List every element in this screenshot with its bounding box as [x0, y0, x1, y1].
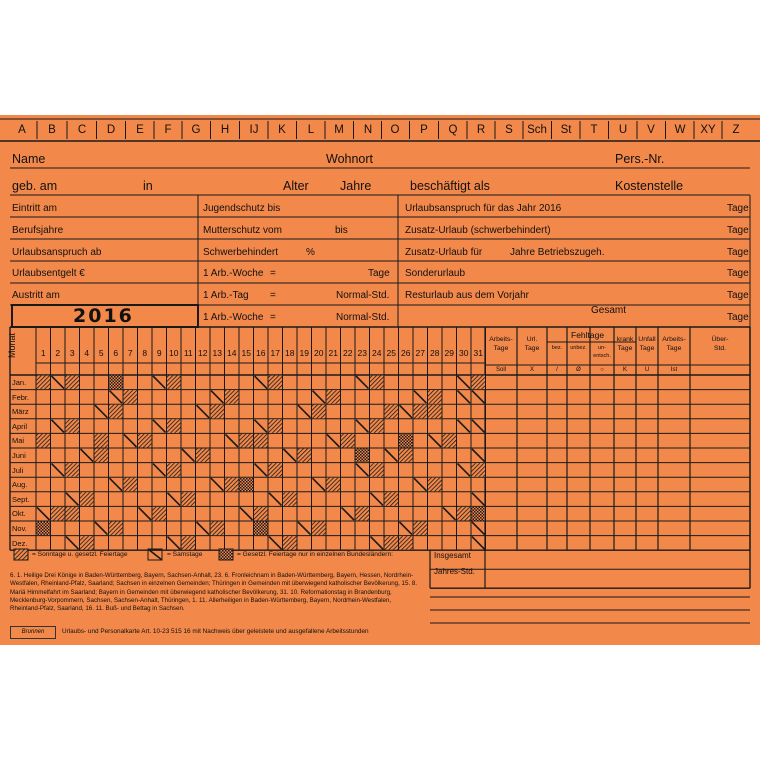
saturday-mark	[400, 522, 413, 535]
alphabet-tab-g: G	[191, 124, 201, 136]
invalid-day-mark	[472, 522, 485, 535]
alphabet-tab-h: H	[220, 124, 230, 136]
alphabet-tab-s: S	[505, 124, 513, 136]
invalid-day-mark	[472, 449, 485, 462]
saturday-mark	[371, 493, 384, 506]
alphabet-tab-z: Z	[732, 124, 740, 136]
saturday-mark	[110, 478, 123, 491]
alphabet-tab-xy: XY	[700, 124, 716, 136]
summary-header-label: Unfall	[638, 336, 656, 343]
summary-code: Ø	[576, 366, 581, 373]
summary-code: U	[644, 366, 650, 373]
regional-holiday-mark	[472, 507, 486, 521]
sunday-holiday-mark	[66, 419, 80, 433]
sunday-holiday-mark	[356, 507, 370, 521]
summary-header-label: Tage	[639, 344, 655, 352]
saturday-mark	[385, 449, 398, 462]
day-number: 26	[401, 348, 411, 358]
alphabet-tab-ij: IJ	[249, 124, 259, 136]
summary-header-label: Tage	[617, 344, 633, 352]
alphabet-tab-st: St	[560, 124, 572, 136]
sunday-holiday-mark	[414, 522, 428, 536]
month-label: Okt.	[12, 509, 26, 519]
alphabet-tab-sch: Sch	[527, 124, 547, 136]
month-label: Nov.	[12, 524, 27, 533]
wohnort-label: Wohnort	[326, 152, 374, 166]
alphabet-tab-t: T	[590, 124, 598, 136]
arb-woche-tage-label: 1 Arb.-Woche	[203, 268, 264, 279]
sunday-holiday-mark	[370, 419, 384, 433]
sunday-holiday-mark	[66, 376, 80, 390]
saturday-mark	[168, 537, 181, 550]
resturlaub-label: Resturlaub aus dem Vorjahr	[405, 290, 529, 301]
day-number: 18	[285, 348, 295, 358]
sunday-holiday-mark	[472, 463, 486, 477]
saturday-mark	[327, 434, 340, 447]
schwerbehindert-label: Schwerbehindert	[203, 247, 279, 258]
sunday-holiday-mark	[37, 376, 51, 390]
day-number: 17	[270, 348, 280, 358]
saturday-mark	[255, 464, 268, 477]
sunday-holiday-mark	[283, 492, 297, 506]
fehltage-label: Fehltage	[571, 330, 605, 340]
day-number: 15	[241, 348, 251, 358]
saturday-mark	[255, 420, 268, 433]
legend-regional: = Gesetzl. Feiertage nur in einzelnen Bundesländern:	[237, 551, 393, 558]
day-number: 19	[299, 348, 309, 358]
geb-label: geb. am	[12, 179, 58, 193]
legend-notes: 6. 1. Heilige Drei Könige in Baden-Württemberg, Bayern, Sachsen-Anhalt, 23. 6. Fronleichnam in Baden-Württemberg, Bayern, Hessen, Nordrhein-Westfalen, Rheinland-Pfalz, Saarland; Sachsen in einzelnen Gemeinden; Thüringen in Gemeinden mit überwiegend katholischer Bevölkerung, 15. 8. Mariä Himmelfahrt im Saarland; Bayern in Gemeinden mit überwiegend katholischer Bevölkerung, 31. 10. Reformationstag in Brandenburg, Mecklenburg-Vorpommern, Sachsen, Sachsen-Anhalt, Thüringen, 1. 11. Allerheiligen in Baden-Württemberg, Bayern, Nordrhein-Westfalen, Rheinland-Pfalz, Saarland, 16. 11. Buß- und Bettag in Sachsen.	[10, 572, 418, 613]
sunday-holiday-mark	[196, 449, 210, 463]
eintritt-label: Eintritt am	[12, 203, 58, 214]
summary-header-label: unbez.	[570, 345, 587, 351]
month-label: April	[12, 421, 28, 431]
saturday-mark	[269, 537, 282, 550]
day-number: 10	[169, 348, 179, 358]
legend-samstage: = Samstage	[167, 551, 203, 558]
brand-logo: Brunnen	[10, 626, 56, 639]
sunday-holiday-mark	[298, 449, 312, 463]
saturday-mark	[66, 537, 79, 550]
beschaeftigt-label: beschäftigt als	[410, 179, 490, 193]
sunday-holiday-mark	[254, 434, 268, 448]
day-number: 16	[256, 348, 266, 358]
alphabet-tab-d: D	[106, 124, 116, 136]
saturday-mark	[110, 391, 123, 404]
sunday-holiday-mark	[341, 434, 355, 448]
legend-sonntage: = Sonntage u. gesetzl. Feiertage	[32, 551, 128, 558]
sonderurlaub-unit: Tage	[727, 268, 749, 279]
saturday-mark	[168, 493, 181, 506]
berufsjahre-label: Berufsjahre	[12, 225, 64, 236]
sunday-holiday-mark	[428, 478, 442, 492]
day-number: 27	[415, 348, 425, 358]
summary-header-label: Über-	[711, 336, 729, 343]
alphabet-tab-e: E	[136, 124, 144, 136]
saturday-mark	[52, 420, 65, 433]
saturday-mark	[66, 493, 79, 506]
summary-code: ○	[600, 366, 604, 373]
summary-header-label: krank	[616, 336, 634, 343]
saturday-mark	[153, 420, 166, 433]
zusatz-schwerbehindert-unit: Tage	[727, 225, 749, 236]
alphabet-tab-m: M	[334, 124, 344, 136]
sunday-holiday-mark	[327, 478, 341, 492]
jahres-std-label: Jahres-Std.	[434, 567, 475, 576]
sunday-holiday-mark	[66, 507, 80, 521]
summary-code: K	[622, 366, 628, 373]
saturday-mark	[226, 434, 239, 447]
day-number: 30	[459, 348, 469, 358]
saturday-mark	[81, 449, 94, 462]
sunday-holiday-mark	[269, 463, 283, 477]
saturday-mark	[284, 449, 297, 462]
sunday-holiday-mark	[327, 390, 341, 404]
sunday-holiday-mark	[472, 376, 486, 390]
sunday-holiday-mark	[370, 376, 384, 390]
saturday-mark	[414, 478, 427, 491]
legend-regional-swatch	[219, 549, 233, 560]
alter-label: Alter	[283, 179, 309, 193]
regional-holiday-mark	[37, 522, 51, 536]
saturday-mark	[52, 376, 65, 389]
alphabet-tab-f: F	[164, 124, 172, 136]
summary-code: X	[529, 366, 535, 373]
sunday-holiday-mark	[211, 405, 225, 419]
arb-woche-tage-unit: Tage	[368, 268, 390, 279]
zusatz-fuer-extra: Jahre Betriebszugeh.	[510, 247, 605, 258]
resturlaub-unit: Tage	[727, 290, 749, 301]
month-label: Mai	[12, 436, 25, 446]
sunday-holiday-mark	[312, 522, 326, 536]
day-number: 9	[156, 348, 162, 358]
saturday-mark	[356, 420, 369, 433]
invalid-day-mark	[472, 391, 485, 404]
alphabet-tab-k: K	[278, 124, 286, 136]
day-number: 2	[55, 348, 61, 358]
saturday-mark	[458, 376, 471, 389]
invalid-day-mark	[458, 391, 471, 404]
sunday-holiday-mark	[312, 405, 326, 419]
arb-tag-eq: =	[270, 290, 276, 301]
day-number: 4	[84, 348, 90, 358]
alphabet-tab-u: U	[618, 124, 628, 136]
footer-text: Urlaubs- und Personalkarte Art. 10-23 515 16 mit Nachweis über geleistete und ausgefallene Arbeitsstunden	[62, 628, 369, 635]
zusatz-fuer-unit: Tage	[727, 247, 749, 258]
austritt-label: Austritt am	[12, 290, 60, 301]
mutterschutz-label: Mutterschutz vom	[203, 225, 282, 236]
saturday-mark	[197, 405, 210, 418]
saturday-mark	[197, 522, 210, 535]
saturday-mark	[356, 464, 369, 477]
regional-holiday-mark	[356, 449, 370, 463]
day-number: 24	[372, 348, 382, 358]
sunday-holiday-mark	[66, 463, 80, 477]
alphabet-tab-a: A	[18, 124, 26, 136]
day-number: 21	[328, 348, 338, 358]
day-number: 23	[357, 348, 367, 358]
sunday-holiday-mark	[385, 492, 399, 506]
urlaubsanspruch-jahr-label: Urlaubsanspruch für das Jahr 2016	[405, 203, 562, 214]
sunday-holiday-mark	[211, 522, 225, 536]
saturday-mark	[400, 405, 413, 418]
summary-header-label: Arbeits-	[662, 336, 686, 343]
saturday-mark	[458, 420, 471, 433]
schwerbehindert-percent: %	[306, 247, 315, 258]
saturday-mark	[356, 376, 369, 389]
sunday-holiday-mark	[428, 390, 442, 404]
alphabet-tab-c: C	[77, 124, 87, 136]
sunday-holiday-mark	[414, 405, 428, 419]
jugendschutz-label: Jugendschutz bis	[203, 203, 281, 214]
sunday-holiday-mark	[95, 449, 109, 463]
sunday-holiday-mark	[124, 390, 138, 404]
saturday-mark	[182, 449, 195, 462]
arb-woche-tage-eq: =	[270, 268, 276, 279]
saturday-mark	[429, 434, 442, 447]
persnr-label: Pers.-Nr.	[615, 152, 665, 166]
day-number: 1	[40, 348, 46, 358]
sonderurlaub-label: Sonderurlaub	[405, 268, 466, 279]
regional-holiday-mark	[109, 376, 123, 390]
alphabet-tab-r: R	[476, 124, 486, 136]
day-number: 8	[142, 348, 148, 358]
regional-holiday-mark	[240, 478, 254, 492]
sunday-holiday-mark	[167, 419, 181, 433]
alphabet-tab-v: V	[647, 124, 655, 136]
day-number: 22	[343, 348, 353, 358]
year-label: 2016	[73, 305, 134, 327]
summary-header-label: Url.	[526, 336, 538, 343]
alphabet-tab-b: B	[48, 124, 56, 136]
saturday-mark	[153, 464, 166, 477]
saturday-mark	[95, 522, 108, 535]
sunday-holiday-mark	[225, 478, 239, 492]
saturday-mark	[414, 391, 427, 404]
summary-header-label: Tage	[524, 344, 540, 352]
sunday-holiday-mark	[370, 463, 384, 477]
sunday-holiday-mark	[399, 449, 413, 463]
urlaubsanspruch-jahr-unit: Tage	[727, 203, 749, 214]
urlaubsanspruch-ab-label: Urlaubsanspruch ab	[12, 247, 102, 258]
month-label: Juni	[12, 451, 26, 460]
month-label: Aug.	[12, 480, 28, 490]
sunday-holiday-mark	[109, 405, 123, 419]
summary-header-label: un-	[598, 345, 606, 351]
arb-woche-std-unit: Normal-Std.	[336, 312, 390, 323]
saturday-mark	[52, 464, 65, 477]
saturday-mark	[298, 405, 311, 418]
saturday-mark	[37, 507, 50, 520]
day-number: 14	[227, 348, 237, 358]
saturday-mark	[443, 507, 456, 520]
urlaubsentgelt-label: Urlaubsentgelt €	[12, 268, 85, 279]
sunday-holiday-mark	[269, 419, 283, 433]
sunday-holiday-mark	[109, 522, 123, 536]
sunday-holiday-mark	[80, 536, 94, 550]
kostenstelle-label: Kostenstelle	[615, 179, 684, 193]
saturday-mark	[472, 537, 485, 550]
sunday-holiday-mark	[37, 434, 51, 448]
day-number: 13	[212, 348, 222, 358]
card-grid	[0, 115, 760, 645]
sunday-holiday-mark	[167, 376, 181, 390]
day-number: 12	[198, 348, 208, 358]
saturday-mark	[313, 478, 326, 491]
alphabet-tab-l: L	[307, 124, 315, 136]
legend-sunday-swatch	[14, 549, 28, 560]
sunday-holiday-mark	[399, 536, 413, 550]
saturday-mark	[255, 376, 268, 389]
month-label: Juli	[12, 465, 24, 475]
saturday-mark	[298, 522, 311, 535]
month-label: März	[12, 407, 29, 417]
day-number: 3	[69, 348, 75, 358]
saturday-mark	[153, 376, 166, 389]
day-number: 28	[430, 348, 440, 358]
sunday-holiday-mark	[385, 536, 399, 550]
sunday-holiday-mark	[182, 492, 196, 506]
sunday-holiday-mark	[95, 434, 109, 448]
insgesamt-label: Insgesamt	[434, 551, 471, 560]
day-number: 20	[314, 348, 324, 358]
alphabet-tab-w: W	[674, 124, 686, 136]
saturday-mark	[342, 507, 355, 520]
sunday-holiday-mark	[443, 434, 457, 448]
sunday-holiday-mark	[428, 405, 442, 419]
alphabet-tab-q: Q	[448, 124, 458, 136]
sunday-holiday-mark	[269, 376, 283, 390]
saturday-mark	[458, 464, 471, 477]
sunday-holiday-mark	[153, 507, 167, 521]
saturday-mark	[139, 507, 152, 520]
zusatz-schwerbehindert-label: Zusatz-Urlaub (schwerbehindert)	[405, 225, 551, 236]
month-label: Sept.	[12, 494, 30, 504]
sunday-holiday-mark	[124, 478, 138, 492]
summary-header-label: Tage	[666, 344, 682, 352]
month-label: Dez.	[12, 538, 28, 548]
month-label: Jan.	[12, 378, 27, 387]
sunday-holiday-mark	[138, 434, 152, 448]
alphabet-tab-o: O	[390, 124, 400, 136]
saturday-mark	[211, 391, 224, 404]
month-label: Febr.	[12, 392, 30, 402]
invalid-day-mark	[472, 420, 485, 433]
arb-tag-label: 1 Arb.-Tag	[203, 290, 249, 301]
sunday-holiday-mark	[225, 390, 239, 404]
summary-code: Ist	[670, 366, 678, 373]
alphabet-tab-n: N	[363, 124, 373, 136]
saturday-mark	[240, 507, 253, 520]
jahre-label: Jahre	[340, 179, 372, 193]
arb-woche-std-eq: =	[270, 312, 276, 323]
summary-header-label: Tage	[493, 344, 509, 352]
sunday-holiday-mark	[283, 536, 297, 550]
sunday-holiday-mark	[457, 507, 471, 521]
day-number: 29	[444, 348, 454, 358]
regional-holiday-mark	[254, 522, 268, 536]
saturday-mark	[95, 405, 108, 418]
summary-header-label: Std.	[713, 344, 727, 352]
saturday-mark	[124, 434, 137, 447]
gesamt-unit: Tage	[727, 312, 749, 323]
sunday-holiday-mark	[167, 463, 181, 477]
day-number: 25	[386, 348, 396, 358]
zusatz-fuer-label: Zusatz-Urlaub für	[405, 247, 483, 258]
name-label: Name	[12, 152, 46, 166]
saturday-mark	[371, 537, 384, 550]
day-number: 11	[183, 348, 193, 358]
day-number: 6	[113, 348, 119, 358]
summary-code: Soll	[495, 366, 507, 373]
sunday-holiday-mark	[182, 536, 196, 550]
sunday-holiday-mark	[51, 507, 65, 521]
summary-header-label: bez.	[551, 345, 563, 351]
day-number: 5	[98, 348, 104, 358]
saturday-mark	[313, 391, 326, 404]
invalid-day-mark	[472, 493, 485, 506]
saturday-mark	[211, 478, 224, 491]
saturday-mark	[269, 493, 282, 506]
summary-header-label: entsch.	[593, 352, 611, 359]
sunday-holiday-mark	[240, 434, 254, 448]
regional-holiday-mark	[399, 434, 413, 448]
alphabet-tab-p: P	[420, 124, 428, 136]
gesamt-label: Gesamt	[591, 305, 627, 316]
sunday-holiday-mark	[80, 492, 94, 506]
monat-label: Monat	[7, 332, 17, 358]
personnel-card	[0, 115, 760, 645]
mutterschutz-bis-label: bis	[335, 225, 348, 236]
day-number: 7	[127, 348, 133, 358]
sunday-holiday-mark	[385, 405, 399, 419]
day-number: 31	[473, 348, 483, 358]
in-label: in	[143, 179, 153, 193]
sunday-holiday-mark	[254, 507, 268, 521]
summary-header-label: Arbeits-	[489, 336, 513, 343]
arb-woche-std-label: 1 Arb.-Woche	[203, 312, 264, 323]
summary-code: /	[556, 366, 558, 373]
arb-tag-unit: Normal-Std.	[336, 290, 390, 301]
